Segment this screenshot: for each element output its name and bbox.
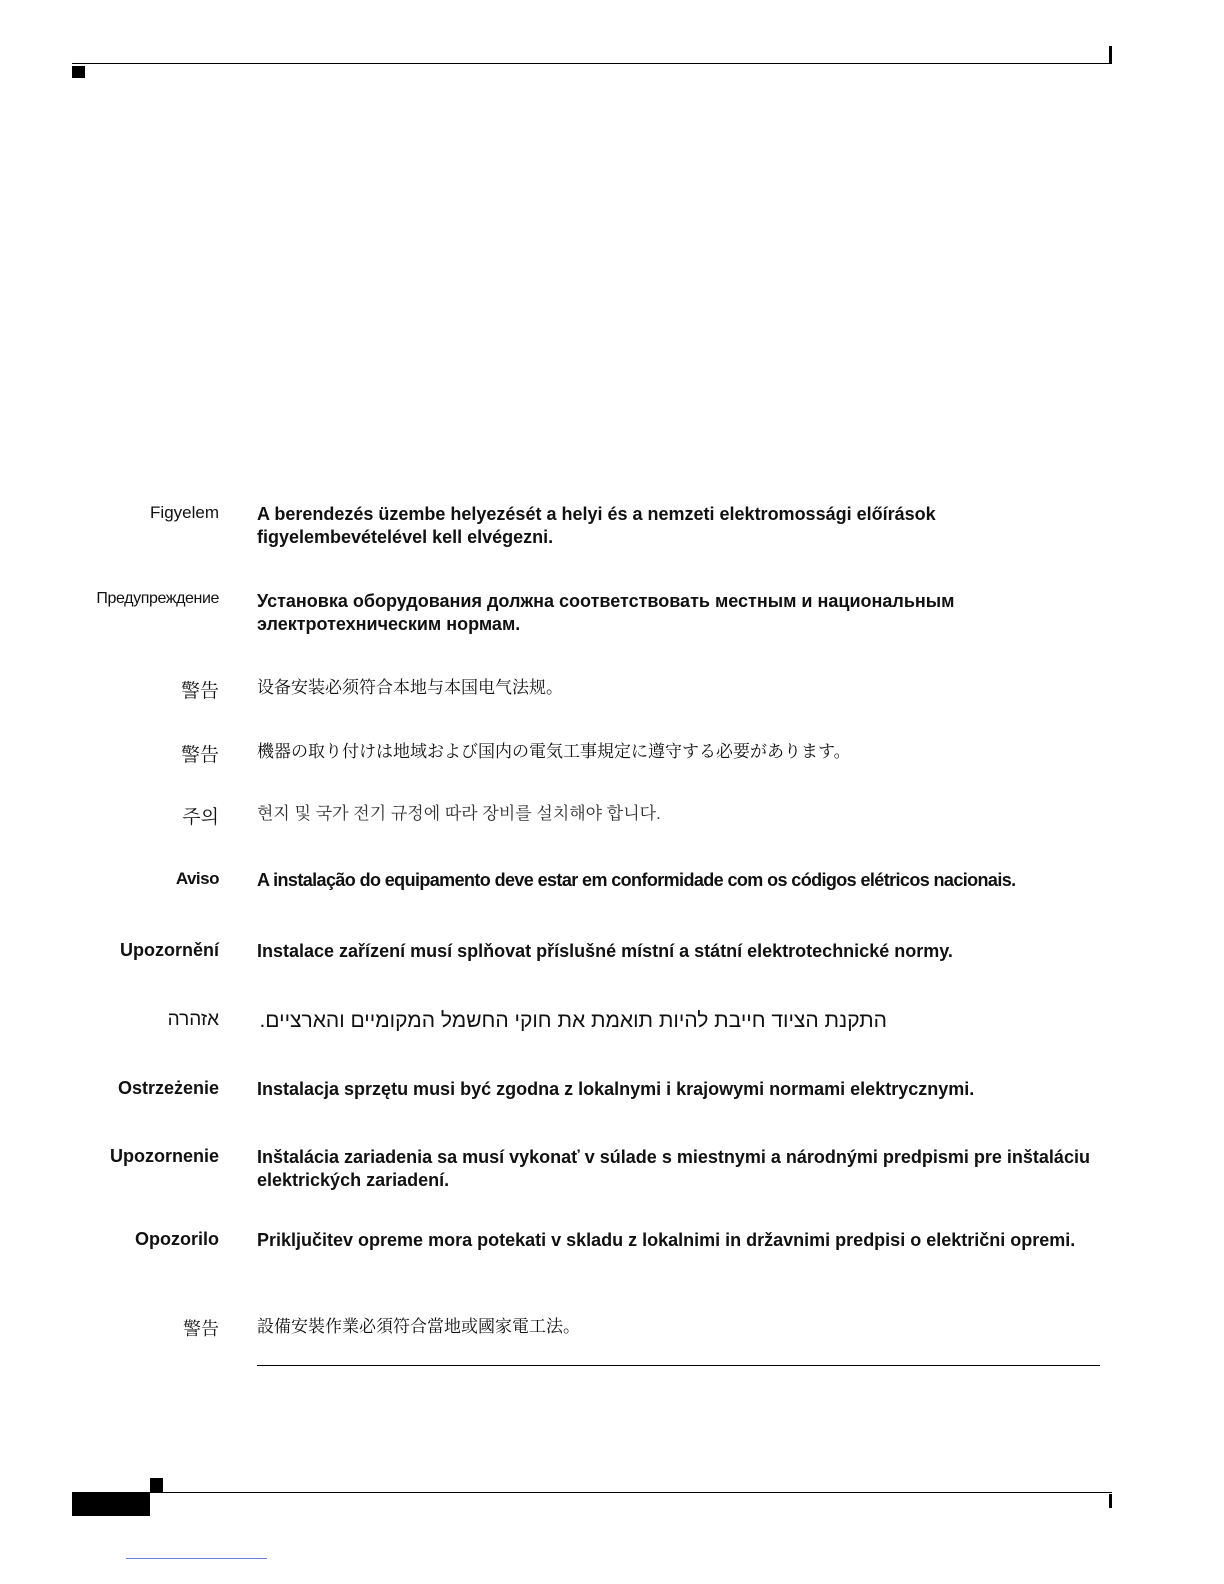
warning-label: Figyelem [150,503,219,522]
footer-link-underline[interactable] [126,1558,267,1559]
warning-text: התקנת הציוד חייבת להיות תואמת את חוקי החשמל המקומיים והארציים. [259,1009,887,1032]
warning-label: Upozornění [120,940,219,960]
warning-label: 주의 [182,807,219,828]
warning-text: 機器の取り付けは地域および国内の電気工事規定に遵守する必要があります。 [257,742,851,761]
warning-label: Aviso [175,869,219,888]
header-corner-block [72,66,85,78]
warning-text: Priključitev opreme mora potekati v skladu z lokalnimi in državnimi predpisi o električni opremi. [257,1230,1076,1250]
warning-text: 현지 및 국가 전기 규정에 따라 장비를 설치해야 합니다. [257,804,661,823]
warning-text: Установка оборудования должна соответствовать местным и национальным электротехническим нормам. [257,591,955,634]
warning-text: Inštalácia zariadenia sa musí vykonať v súlade s miestnymi a národnými predpismi pre inštaláciu elektrických zariadení. [257,1147,1090,1190]
warning-label: Upozornenie [109,1146,219,1166]
warning-label: 警告 [180,745,219,766]
warning-text: A berendezés üzembe helyezését a helyi és a nemzeti elektromossági előírások figyelembevételével kell elvégezni. [257,504,936,547]
warning-label: Opozorilo [135,1229,219,1249]
header-rule [72,63,1112,64]
footer-right-tick [1109,1494,1112,1508]
footer-small-block [150,1478,163,1492]
warning-label: Предупреждение [96,590,219,607]
warning-text: Instalace zařízení musí splňovat příslušné místní a státní elektrotechnické normy. [257,941,953,961]
warning-label: 警告 [180,681,219,702]
footer-corner-block [72,1492,150,1516]
warning-label: Ostrzeżenie [117,1078,219,1098]
warning-text: 設備安裝作業必須符合當地或國家電工法。 [257,1317,580,1336]
warning-label: אזהרה [167,1009,219,1030]
footer-rule [150,1492,1112,1493]
section-end-rule [257,1365,1100,1366]
warning-text: A instalação do equipamento deve estar em conformidade com os códigos elétricos nacionais. [257,870,1016,890]
warning-text: 设备安装必须符合本地与本国电气法规。 [257,678,563,697]
header-right-tick [1109,46,1112,64]
warning-label: 警告 [183,1319,219,1339]
warning-text: Instalacja sprzętu musi być zgodna z lokalnymi i krajowymi normami elektrycznymi. [257,1079,975,1099]
